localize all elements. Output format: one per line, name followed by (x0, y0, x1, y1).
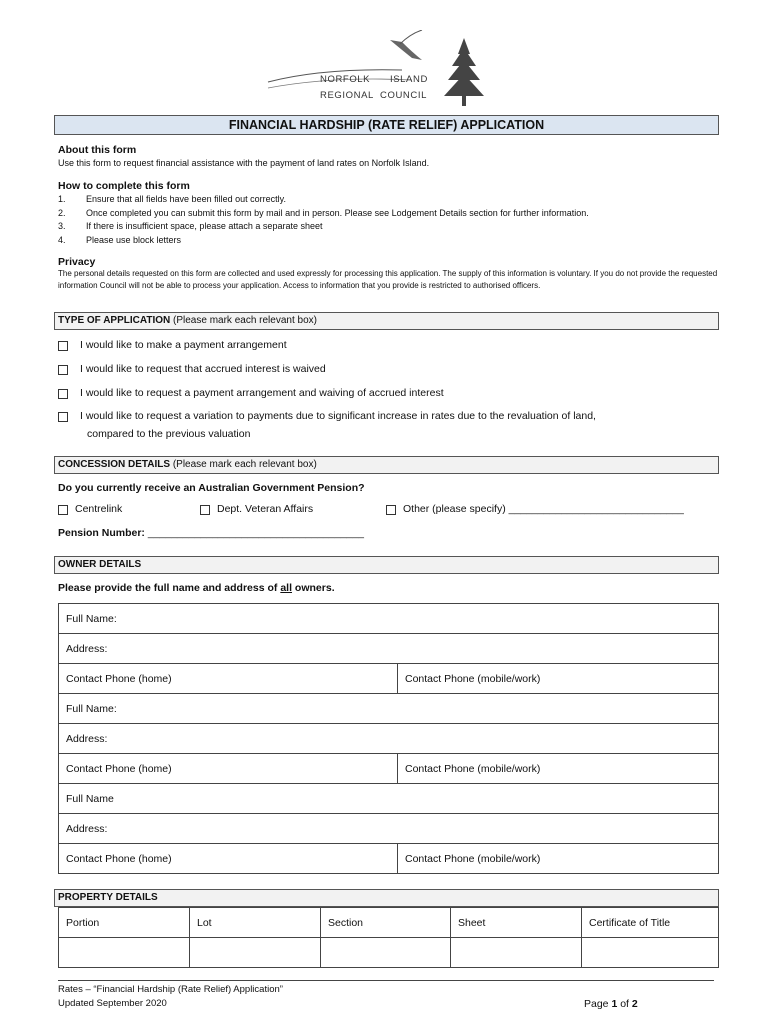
address-field[interactable]: Address: (59, 724, 719, 754)
type-of-application-header: TYPE OF APPLICATION (Please mark each relevant box) (54, 312, 719, 330)
logo-text-regional: REGIONAL (320, 90, 374, 101)
full-name-field[interactable]: Full Name (59, 784, 719, 814)
checkbox[interactable] (386, 505, 396, 515)
owner-details-table (58, 603, 719, 874)
property-details-header: PROPERTY DETAILS (54, 889, 719, 907)
checkbox[interactable] (58, 389, 68, 399)
option-payment-arrangement[interactable]: I would like to make a payment arrangement (58, 339, 287, 351)
checkbox[interactable] (58, 341, 68, 351)
sheet-input[interactable] (451, 938, 582, 968)
portion-input[interactable] (59, 938, 190, 968)
table-row (59, 604, 719, 634)
section-input[interactable] (321, 938, 451, 968)
how-heading: How to complete this form (58, 180, 190, 192)
column-certificate-of-title: Certificate of Title (582, 908, 719, 938)
about-text: Use this form to request financial assistance with the payment of land rates on Norfolk Island. (58, 158, 430, 168)
footer-updated: Updated September 2020 (58, 998, 167, 1009)
list-item: 1. Ensure that all fields have been filled out correctly. (58, 194, 286, 204)
option-centrelink[interactable]: Centrelink (58, 503, 122, 515)
lot-input[interactable] (190, 938, 321, 968)
about-heading: About this form (58, 144, 137, 156)
checkbox[interactable] (200, 505, 210, 515)
phone-mobile-field[interactable]: Contact Phone (mobile/work) (398, 754, 719, 784)
council-logo (262, 30, 502, 110)
list-item: 2. Once completed you can submit this form by mail and in person. Please see Lodgement Details section for further information. (58, 207, 589, 218)
option-revaluation-continued: compared to the previous valuation (87, 428, 251, 440)
footer-divider (58, 980, 714, 981)
form-title: FINANCIAL HARDSHIP (RATE RELIEF) APPLICATION (54, 115, 719, 135)
table-row (59, 724, 719, 754)
table-row (59, 694, 719, 724)
checkbox[interactable] (58, 365, 68, 375)
address-field[interactable]: Address: (59, 634, 719, 664)
privacy-text: The personal details requested on this form are collected and used expressly for processing this application. The supply of this information is voluntary. If you do not provide the requested information Council will not be able to process your application. Access to information that you provide is restricted to authorised officers. (58, 269, 718, 290)
column-section: Section (321, 908, 451, 938)
table-row (59, 814, 719, 844)
column-portion: Portion (59, 908, 190, 938)
logo-text-island: ISLAND (390, 74, 428, 85)
owner-details-header: OWNER DETAILS (54, 556, 719, 574)
table-row (59, 844, 719, 874)
logo-text-norfolk: NORFOLK (320, 74, 371, 85)
property-details-table (58, 907, 719, 968)
page-number: Page 1 of 2 (584, 998, 638, 1010)
owner-instruction: Please provide the full name and address of all owners. (58, 582, 335, 594)
privacy-heading: Privacy (58, 256, 96, 268)
instructions-list (58, 193, 589, 247)
logo-text-council: COUNCIL (380, 90, 427, 101)
phone-home-field[interactable]: Contact Phone (home) (59, 844, 398, 874)
option-revaluation-variation[interactable]: I would like to request a variation to payments due to significant increase in rates due to the revaluation of land, (58, 410, 596, 422)
phone-mobile-field[interactable]: Contact Phone (mobile/work) (398, 664, 719, 694)
table-row (59, 634, 719, 664)
footer-doc-title: Rates – “Financial Hardship (Rate Relief) Application” (58, 984, 283, 995)
option-arrangement-and-waiver[interactable]: I would like to request a payment arrangement and waiving of accrued interest (58, 387, 444, 399)
list-item: 4. Please use block letters (58, 234, 182, 245)
pension-number-label: Pension Number: (58, 527, 148, 539)
table-row (59, 664, 719, 694)
pension-number-field[interactable] (58, 527, 364, 539)
checkbox[interactable] (58, 505, 68, 515)
pension-question: Do you currently receive an Australian Government Pension? (58, 482, 365, 494)
option-other[interactable]: Other (please specify) ______________________________ (386, 503, 684, 515)
table-row (59, 784, 719, 814)
full-name-field[interactable]: Full Name: (59, 694, 719, 724)
certificate-input[interactable] (582, 938, 719, 968)
pension-number-line[interactable]: _____________________________________ (147, 527, 364, 539)
concession-details-header: CONCESSION DETAILS (Please mark each relevant box) (54, 456, 719, 474)
phone-home-field[interactable]: Contact Phone (home) (59, 664, 398, 694)
phone-mobile-field[interactable]: Contact Phone (mobile/work) (398, 844, 719, 874)
full-name-field[interactable]: Full Name: (59, 604, 719, 634)
list-item: 3. If there is insufficient space, please attach a separate sheet (58, 221, 323, 231)
table-row (59, 938, 719, 968)
column-lot: Lot (190, 908, 321, 938)
option-veteran-affairs[interactable]: Dept. Veteran Affairs (200, 503, 313, 515)
address-field[interactable]: Address: (59, 814, 719, 844)
phone-home-field[interactable]: Contact Phone (home) (59, 754, 398, 784)
checkbox[interactable] (58, 412, 68, 422)
table-row (59, 754, 719, 784)
option-interest-waived[interactable]: I would like to request that accrued interest is waived (58, 363, 326, 375)
column-sheet: Sheet (451, 908, 582, 938)
table-row (59, 908, 719, 938)
